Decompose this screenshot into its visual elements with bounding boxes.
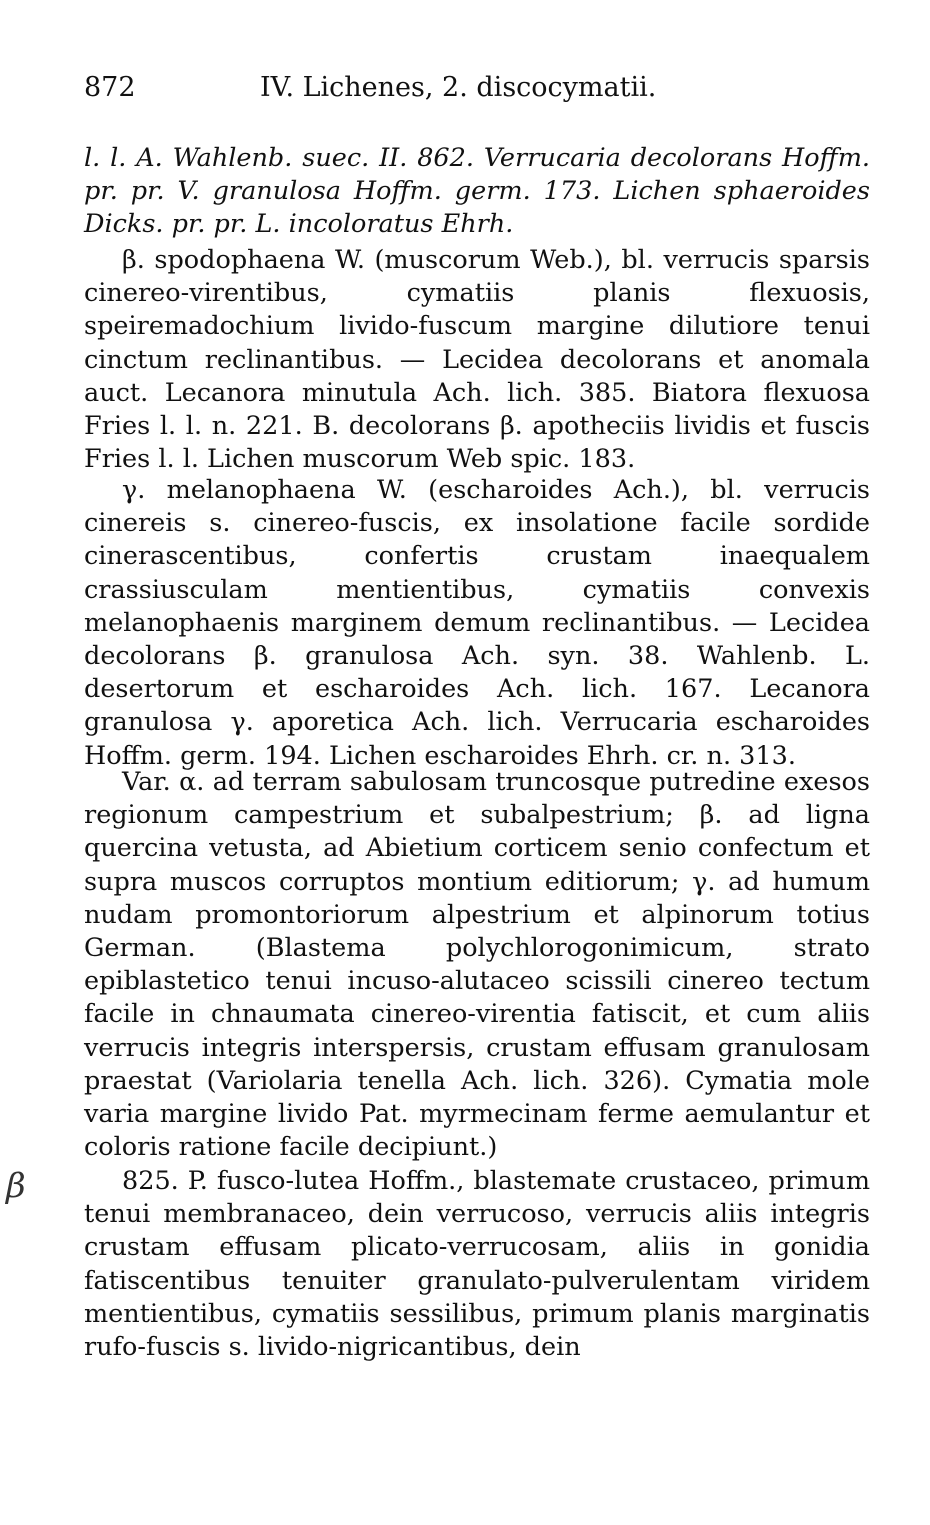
running-header — [84, 72, 874, 112]
paragraph-species-825 — [84, 1165, 870, 1364]
running-title: IV. Lichenes, 2. discocymatii. — [260, 72, 657, 103]
page-number: 872 — [84, 72, 136, 103]
paragraph-variety-gamma — [84, 474, 870, 773]
paragraph-synonyms-main — [84, 142, 870, 242]
paragraph-habitat — [84, 766, 870, 1164]
paragraph-text: l. l. A. Wahlenb. suec. II. 862. Verrucaria decolorans Hoffm. pr. pr. V. granulosa Hoffm. germ. 173. Lichen sphaeroides Dicks. pr. pr. L. incoloratus Ehrh. — [84, 143, 870, 240]
paragraph-text: γ. melanophaena W. (escharoides Ach.), bl. verrucis cinereis s. cinereo-fuscis, ex insolatione facile sordide cinerascentibus, confertis crustam inaequalem crassiusculam mentientibus, cymatiis convexis melanophaenis marginem demum reclinantibus. — Lecidea decolorans β. granulosa Ach. syn. 38. Wahlenb. L. desertorum et escharoides Ach. lich. 167. Lecanora granulosa γ. aporetica Ach. lich. Verrucaria escharoides Hoffm. germ. 194. Lichen escharoides Ehrh. cr. n. 313. — [84, 475, 870, 771]
paragraph-text: 825. P. fusco-lutea Hoffm., blastemate crustaceo, primum tenui membranaceo, dein verrucoso, verrucis aliis integris crustam effusam plicato-verrucosam, aliis in gonidia fatiscentibus tenuiter granulato-pulverulentam viridem mentientibus, cymatiis sessilibus, primum planis marginatis rufo-fuscis s. livido-nigricantibus, dein — [84, 1166, 870, 1363]
paragraph-text: β. spodophaena W. (muscorum Web.), bl. verrucis sparsis cinereo-virentibus, cymatiis planis flexuosis, speiremadochium livido-fuscum margine dilutiore tenui cinctum reclinantibus. — Lecidea decolorans et anomala auct. Lecanora minutula Ach. lich. 385. Biatora flexuosa Fries l. l. n. 221. B. decolorans β. apotheciis lividis et fuscis Fries l. l. Lichen muscorum Web spic. 183. — [84, 245, 870, 475]
paragraph-text: Var. α. ad terram sabulosam truncosque putredine exesos regionum campestrium et subalpestrium; β. ad ligna quercina vetusta, ad Abietium corticem senio confectum et supra muscos corruptos montium editiorum; γ. ad humum nudam promontoriorum alpestrium et alpinorum totius German. (Blastema polychlorogonimicum, strato epiblastetico tenui incuso-alutaceo scissili cinereo tectum facile in chnaumata cinereo-virentia fatiscit, et cum aliis verrucis integris interspersis, crustam effusam granulosam praestat (Variolaria tenella Ach. lich. 326). Cymatia mole varia margine livido Pat. myrmecinam ferme aemulantur et coloris ratione facile decipiunt.) — [84, 767, 870, 1163]
margin-annotation: β — [6, 1166, 26, 1206]
paragraph-variety-beta — [84, 244, 870, 476]
